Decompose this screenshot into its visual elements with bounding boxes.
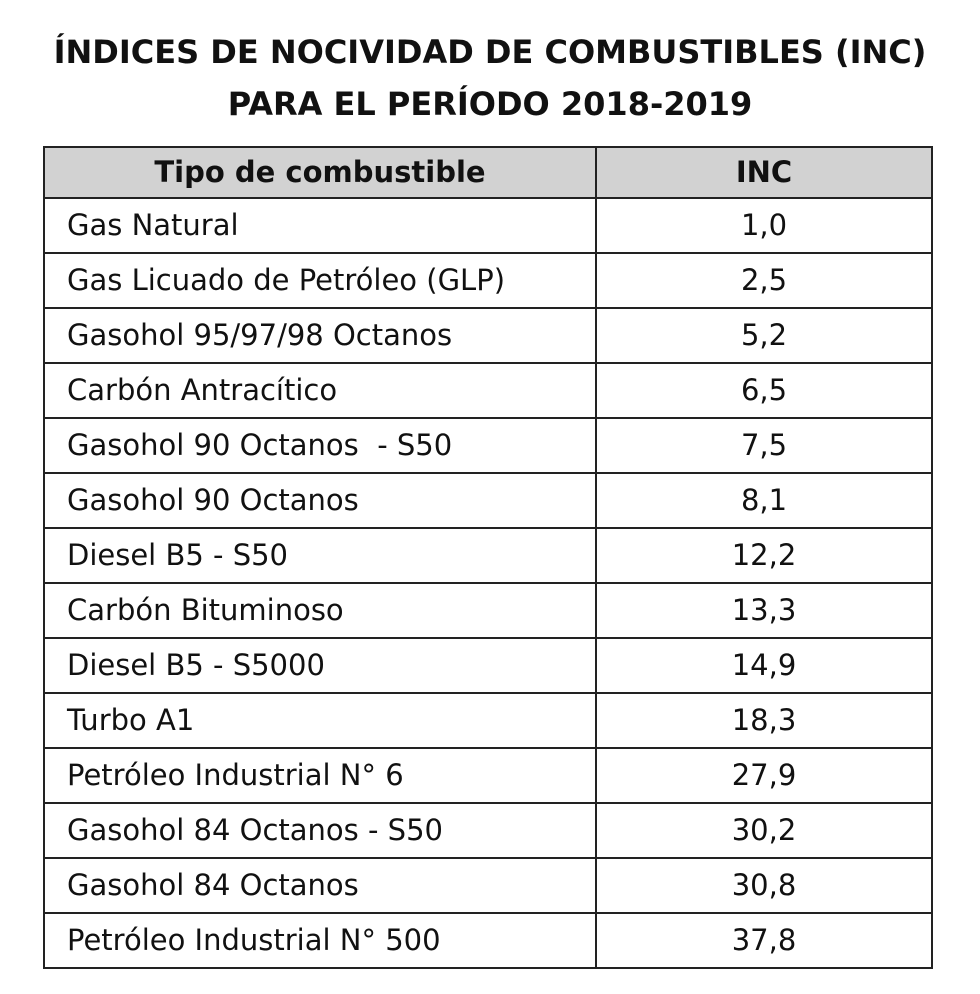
inc-value-cell: 6,5: [596, 363, 932, 418]
fuel-name-cell: Carbón Bituminoso: [44, 583, 596, 638]
table-header-row: [44, 147, 932, 198]
table-row: [44, 253, 932, 308]
fuel-name-cell: Gasohol 90 Octanos: [44, 473, 596, 528]
fuel-name-cell: Carbón Antracítico: [44, 363, 596, 418]
table-row: [44, 583, 932, 638]
fuel-name-cell: Gas Licuado de Petróleo (GLP): [44, 253, 596, 308]
inc-value-cell: 30,8: [596, 858, 932, 913]
fuel-name-cell: Diesel B5 - S5000: [44, 638, 596, 693]
inc-value-cell: 14,9: [596, 638, 932, 693]
fuel-name-cell: Petróleo Industrial N° 6: [44, 748, 596, 803]
inc-value-cell: 1,0: [596, 198, 932, 253]
table-row: [44, 363, 932, 418]
fuel-name-cell: Diesel B5 - S50: [44, 528, 596, 583]
fuel-name-cell: Turbo A1: [44, 693, 596, 748]
table-row: [44, 638, 932, 693]
table-row: [44, 308, 932, 363]
fuel-name-cell: Petróleo Industrial N° 500: [44, 913, 596, 968]
inc-value-cell: 30,2: [596, 803, 932, 858]
table-row: [44, 473, 932, 528]
column-header-fuel-type: Tipo de combustible: [44, 147, 596, 198]
fuel-name-cell: Gasohol 84 Octanos - S50: [44, 803, 596, 858]
table-row: [44, 198, 932, 253]
table-row: [44, 418, 932, 473]
inc-value-cell: 37,8: [596, 913, 932, 968]
inc-value-cell: 2,5: [596, 253, 932, 308]
table-row: [44, 858, 932, 913]
fuel-name-cell: Gas Natural: [44, 198, 596, 253]
table-row: [44, 748, 932, 803]
table-row: [44, 913, 932, 968]
fuel-name-cell: Gasohol 95/97/98 Octanos: [44, 308, 596, 363]
page-title-line-1: ÍNDICES DE NOCIVIDAD DE COMBUSTIBLES (INC): [53, 33, 927, 71]
table-body: [44, 198, 932, 968]
inc-value-cell: 12,2: [596, 528, 932, 583]
table-header: [44, 147, 932, 198]
inc-value-cell: 27,9: [596, 748, 932, 803]
fuel-index-table: [43, 146, 933, 969]
table-row: [44, 528, 932, 583]
table-row: [44, 693, 932, 748]
inc-value-cell: 5,2: [596, 308, 932, 363]
inc-value-cell: 13,3: [596, 583, 932, 638]
table-row: [44, 803, 932, 858]
column-header-inc: INC: [596, 147, 932, 198]
fuel-name-cell: Gasohol 84 Octanos: [44, 858, 596, 913]
fuel-name-cell: Gasohol 90 Octanos - S50: [44, 418, 596, 473]
page-title-line-2: PARA EL PERÍODO 2018-2019: [227, 85, 753, 123]
inc-value-cell: 18,3: [596, 693, 932, 748]
inc-value-cell: 7,5: [596, 418, 932, 473]
inc-value-cell: 8,1: [596, 473, 932, 528]
